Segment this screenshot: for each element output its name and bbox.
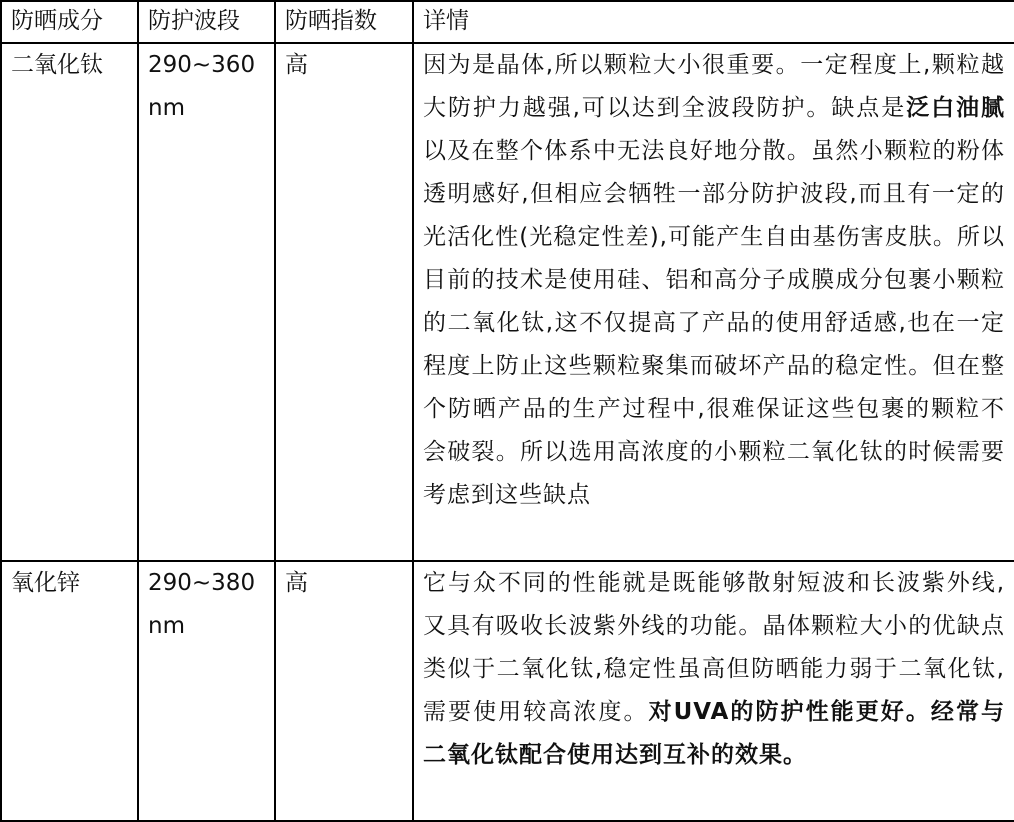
detail-bold-text: 泛白油腻 <box>906 95 1006 121</box>
detail-text: 它与众不同的性能就是既能够散射短波和长波紫外线,又具有吸收长波紫外线的功能。晶体颗粒大小的优缺点类似于二氧化钛,稳定性虽高但防晒能力弱于二氧化钛,需要使用较高浓度。 <box>423 570 1005 725</box>
header-details: 详情 <box>413 1 1014 43</box>
header-ingredient: 防晒成分 <box>1 1 138 43</box>
detail-text: 以及在整个体系中无法良好地分散。虽然小颗粒的粉体透明感好,但相应会牺牲一部分防护波段,而且有一定的光活化性(光稳定性差),可能产生自由基伤害皮肤。所以目前的技术是使用硅、铝和高分子成膜成分包裹小颗粒的二氧化钛,这不仅提高了产品的使用舒适感,也在一定程度上防止这些颗粒聚集而破坏产品的稳定性。但在整个防晒产品的生产过程中,很难保证这些包裹的颗粒不会破裂。所以选用高浓度的小颗粒二氧化钛的时候需要考虑到这些缺点 <box>423 138 1005 508</box>
table-header-row <box>1 1 1014 43</box>
index-cell: 高 <box>275 561 413 821</box>
band-cell: 290~380 nm <box>138 561 275 821</box>
band-cell: 290~360 nm <box>138 43 275 561</box>
detail-text: 因为是晶体,所以颗粒大小很重要。一定程度上,颗粒越大防护力越强,可以达到全波段防护。缺点是 <box>423 52 1005 121</box>
detail-cell <box>413 43 1014 561</box>
table-row <box>1 561 1014 821</box>
ingredient-cell: 二氧化钛 <box>1 43 138 561</box>
index-cell: 高 <box>275 43 413 561</box>
header-protection-band: 防护波段 <box>138 1 275 43</box>
header-spf-index: 防晒指数 <box>275 1 413 43</box>
table-row <box>1 43 1014 561</box>
detail-cell <box>413 561 1014 821</box>
detail-bold-text: 对UVA的防护性能更好。经常与二氧化钛配合使用达到互补的效果。 <box>423 699 1006 768</box>
ingredient-cell: 氧化锌 <box>1 561 138 821</box>
